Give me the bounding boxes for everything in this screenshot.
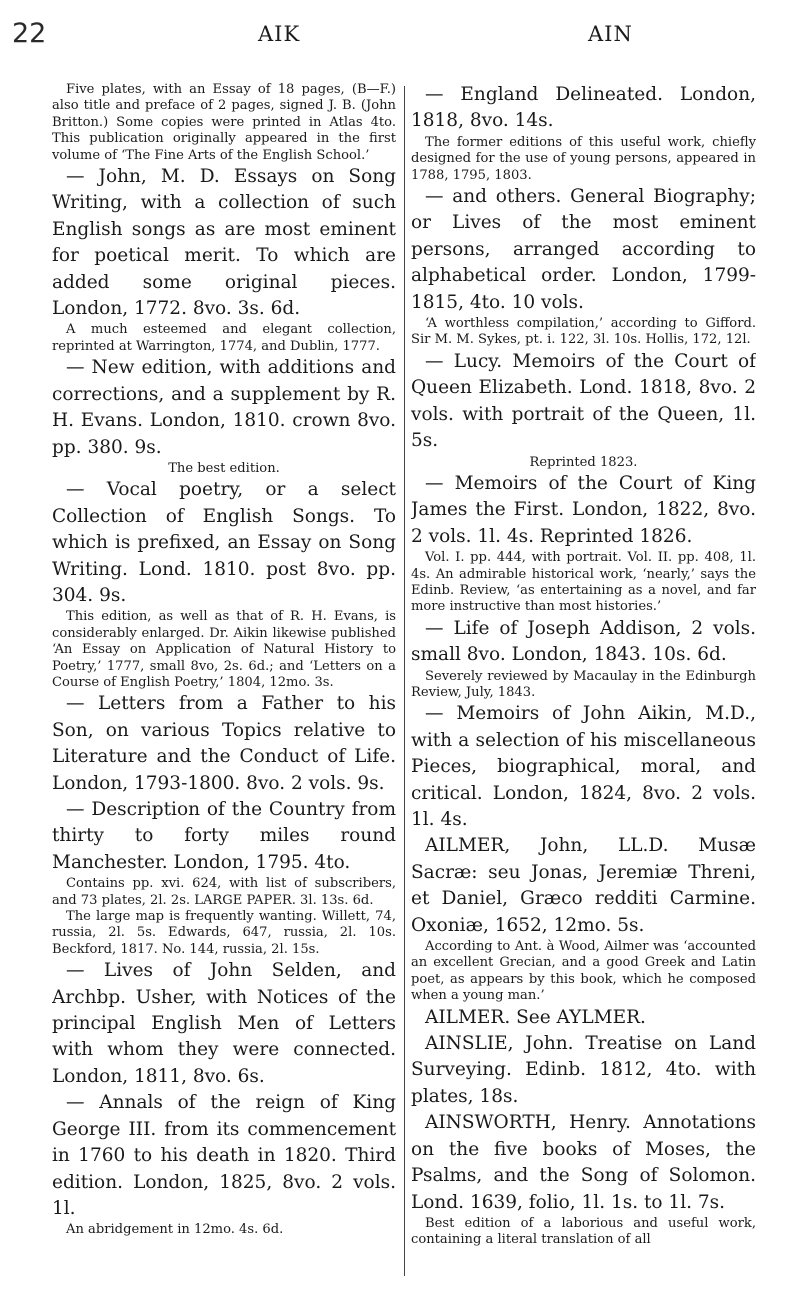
- bibliography-entry: — England Delineated. London, 1818, 8vo. 14s.: [411, 84, 756, 132]
- bibliography-entry: — Memoirs of the Court of King James the First. London, 1822, 8vo. 2 vols. 1l. 4s. Reprinted 1826.: [411, 472, 756, 547]
- entry-note: Best edition of a laborious and useful work, containing a literal translation of all: [411, 1215, 756, 1248]
- bibliography-entry: — Life of Joseph Addison, 2 vols. small 8vo. London, 1843. 10s. 6d.: [411, 617, 756, 666]
- running-head-right: AIN: [588, 22, 633, 46]
- bibliography-entry: — Vocal poetry, or a select Collection of English Songs. To which is prefixed, an Essay on Song Writing. Lond. 1810. post 8vo. pp. 304. 9s.: [52, 479, 396, 606]
- entry-note: Five plates, with an Essay of 18 pages, (B—F.) also title and preface of 2 pages, signed J. B. (John Britton.) Some copies were printed in Atlas 4to. This publication originally appeared in the first volume of ‘The Fine Arts of the English School.’: [52, 82, 396, 163]
- entry-note: An abridgement in 12mo. 4s. 6d.: [66, 1222, 284, 1238]
- bibliography-entry: — Annals of the reign of King George III. from its commencement in 1760 to his death in 1820. Third edition. London, 1825, 8vo. 2 vols. 1l.: [52, 1092, 396, 1219]
- entry-note: Severely reviewed by Macaulay in the Edinburgh Review, July, 1843.: [411, 668, 756, 700]
- page-header: [0, 18, 800, 58]
- entry-note: The large map is frequently wanting. Willett, 74, russia, 2l. 5s. Edwards, 647, russia, 2l. 10s. Beckford, 1817. No. 144, russia, 2l. 15s.: [52, 909, 396, 957]
- bibliography-entry: — New edition, with additions and corrections, and a supplement by R. H. Evans. London, 1810. crown 8vo. pp. 380. 9s.: [52, 357, 396, 458]
- entry-note: ‘A worthless compilation,’ according to Gifford. Sir M. M. Sykes, pt. i. 122, 3l. 10s. Hollis, 172, 12l.: [411, 316, 756, 348]
- bibliography-entry: — Memoirs of John Aikin, M.D., with a selection of his miscellaneous Pieces, biographical, moral, and critical. London, 1824, 8vo. 2 vols. 1l. 4s.: [411, 703, 756, 830]
- entry-note: According to Ant. à Wood, Ailmer was ‘accounted an excellent Grecian, and a good Greek and Latin poet, as appears by this book, which he composed when a young man.’: [411, 939, 756, 1004]
- entry-note: A much esteemed and elegant collection, reprinted at Warrington, 1774, and Dublin, 1777.: [52, 322, 396, 354]
- bibliography-entry: — John, M. D. Essays on Song Writing, with a collection of such English songs as are most eminent for poetical merit. To which are added some original pieces. London, 1772. 8vo. 3s. 6d.: [52, 166, 396, 320]
- bibliography-entry: AINSLIE, John. Treatise on Land Surveying. Edinb. 1812, 4to. with plates, 18s.: [411, 1033, 756, 1107]
- bibliography-entry: — Lucy. Memoirs of the Court of Queen Elizabeth. Lond. 1818, 8vo. 2 vols. with portrait of the Queen, 1l. 5s.: [411, 350, 756, 452]
- bibliography-entry: — Letters from a Father to his Son, on various Topics relative to Literature and the Conduct of Life. London, 1793-1800. 8vo. 2 vols. 9s.: [52, 693, 396, 794]
- page-number: 22: [12, 18, 47, 49]
- entry-note: The former editions of this useful work, chiefly designed for the use of young persons, appeared in 1788, 1795, 1803.: [411, 134, 756, 183]
- entry-note: The best edition.: [168, 460, 280, 476]
- column-divider: [404, 86, 405, 1276]
- bibliography-entry: — Lives of John Selden, and Archbp. Usher, with Notices of the principal English Men of Letters with whom they were connected. London, 1811, 8vo. 6s.: [52, 960, 396, 1087]
- bibliography-entry: AILMER. See AYLMER.: [425, 1006, 646, 1028]
- bibliography-entry: AILMER, John, LL.D. Musæ Sacræ: seu Jonas, Jeremiæ Threni, et Daniel, Græco redditi Carmine. Oxoniæ, 1652, 12mo. 5s.: [411, 835, 756, 936]
- entry-note: Reprinted 1823.: [529, 454, 638, 470]
- bibliography-entry: AINSWORTH, Henry. Annotations on the five books of Moses, the Psalms, and the Song of Solomon. Lond. 1639, folio, 1l. 1s. to 1l. 7s.: [411, 1112, 756, 1213]
- left-column: [52, 82, 396, 1239]
- right-column: [411, 82, 756, 1249]
- entry-note: Contains pp. xvi. 624, with list of subscribers, and 73 plates, 2l. 2s. LARGE PAPER. 3l. 13s. 6d.: [52, 876, 396, 908]
- bibliography-entry: — and others. General Biography; or Lives of the most eminent persons, arranged according to alphabetical order. London, 1799-1815, 4to. 10 vols.: [411, 186, 756, 313]
- entry-note: This edition, as well as that of R. H. Evans, is considerably enlarged. Dr. Aikin likewise published ‘An Essay on Application of Natural History to Poetry,’ 1777, small 8vo, 2s. 6d.; and ‘Letters on a Course of English Poetry,’ 1804, 12mo. 3s.: [52, 609, 396, 690]
- bibliography-entry: — Description of the Country from thirty to forty miles round Manchester. London, 1795. 4to.: [52, 799, 396, 873]
- entry-note: Vol. I. pp. 444, with portrait. Vol. II. pp. 408, 1l. 4s. An admirable historical work, ‘nearly,’ says the Edinb. Review, ‘as entertaining as a novel, and far more instructive than most histories.’: [411, 550, 756, 615]
- running-head-left: AIK: [258, 22, 301, 46]
